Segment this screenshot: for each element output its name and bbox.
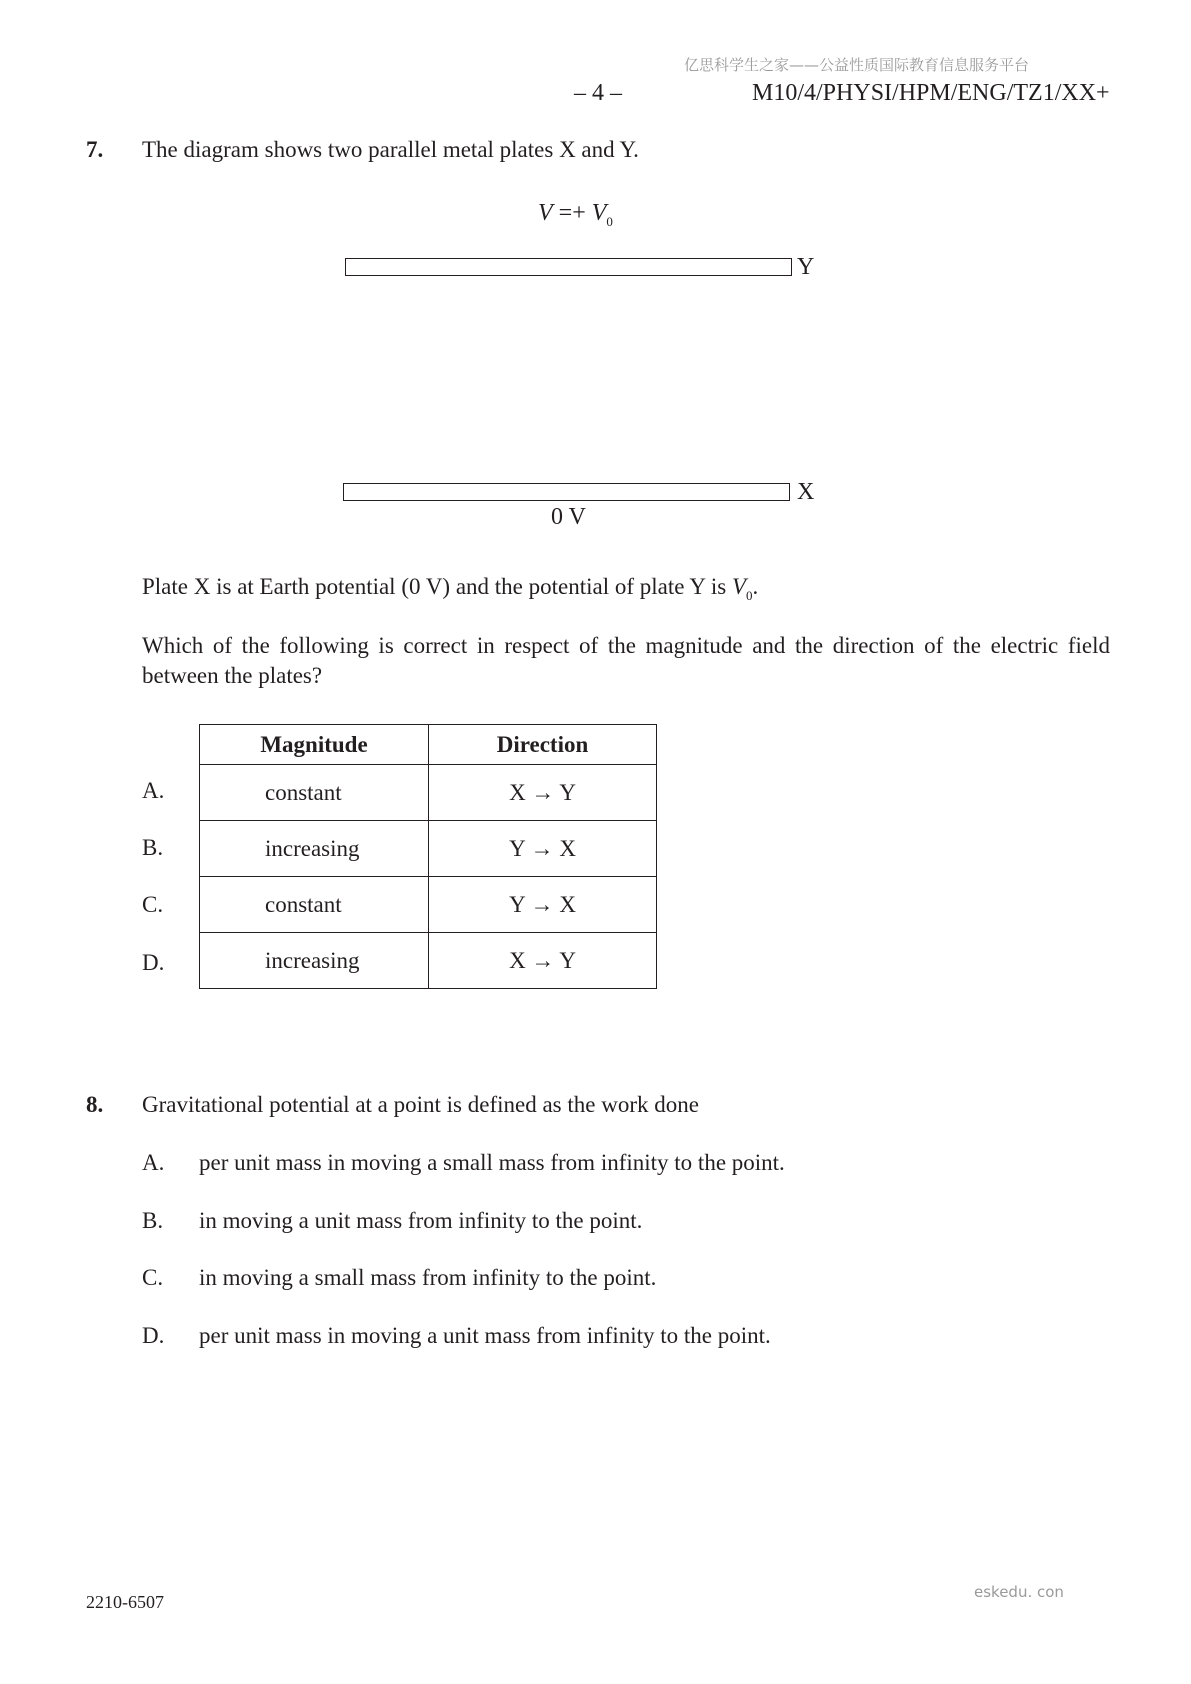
question-8-number: 8. xyxy=(86,1092,104,1117)
q8-option-letter-a: A. xyxy=(142,1150,165,1175)
plate-y xyxy=(345,258,792,276)
q8-option-letter-b: B. xyxy=(142,1208,164,1233)
cell-magnitude: increasing xyxy=(200,821,429,877)
cell-magnitude: constant xyxy=(200,765,429,821)
cell-direction: X → Y xyxy=(429,933,657,989)
table-header-row xyxy=(200,725,657,765)
top-potential-label: $V =+ V_0$ xyxy=(538,200,613,229)
watermark-bottom: eskedu. con xyxy=(974,1583,1064,1601)
q8-option-text-d: per unit mass in moving a unit mass from infinity to the point. xyxy=(199,1323,771,1348)
table-row xyxy=(200,877,657,933)
answer-table xyxy=(199,724,657,989)
question-7-statement: Plate X is at Earth potential (0 V) and the potential of plate Y is $V_0$. xyxy=(142,574,759,603)
question-7-intro: The diagram shows two parallel metal plates X and Y. xyxy=(142,137,639,162)
cell-magnitude: constant xyxy=(200,877,429,933)
watermark-top: 亿思科学生之家——公益性质国际教育信息服务平台 xyxy=(684,56,1030,74)
q8-option-text-c: in moving a small mass from infinity to the point. xyxy=(199,1265,657,1290)
cell-magnitude: increasing xyxy=(200,933,429,989)
plate-x-label: X xyxy=(797,479,815,505)
question-8-stem: Gravitational potential at a point is defined as the work done xyxy=(142,1092,699,1117)
option-letter-a: A. xyxy=(142,778,165,803)
option-letter-c: C. xyxy=(142,892,164,917)
plate-y-label: Y xyxy=(797,254,815,280)
paper-code: M10/4/PHYSI/HPM/ENG/TZ1/XX+ xyxy=(752,80,1110,106)
table-row xyxy=(200,821,657,877)
q8-option-text-b: in moving a unit mass from infinity to the point. xyxy=(199,1208,643,1233)
plate-x xyxy=(343,483,790,501)
cell-direction: X → Y xyxy=(429,765,657,821)
question-7-number: 7. xyxy=(86,137,104,162)
q8-option-letter-c: C. xyxy=(142,1265,164,1290)
table-row xyxy=(200,933,657,989)
page-number: – 4 – xyxy=(574,80,622,106)
option-letter-d: D. xyxy=(142,950,165,975)
q8-option-letter-d: D. xyxy=(142,1323,165,1348)
table-row xyxy=(200,765,657,821)
cell-direction: Y → X xyxy=(429,877,657,933)
header-direction: Direction xyxy=(429,725,657,765)
option-letter-b: B. xyxy=(142,835,164,860)
question-7-prompt: Which of the following is correct in respect of the magnitude and the direction of the electric field between the plates? xyxy=(142,633,1110,688)
q8-option-text-a: per unit mass in moving a small mass from infinity to the point. xyxy=(199,1150,785,1175)
footer-code: 2210-6507 xyxy=(86,1592,164,1612)
bottom-potential-label: 0 V xyxy=(551,504,586,530)
cell-direction: Y → X xyxy=(429,821,657,877)
header-magnitude: Magnitude xyxy=(200,725,429,765)
